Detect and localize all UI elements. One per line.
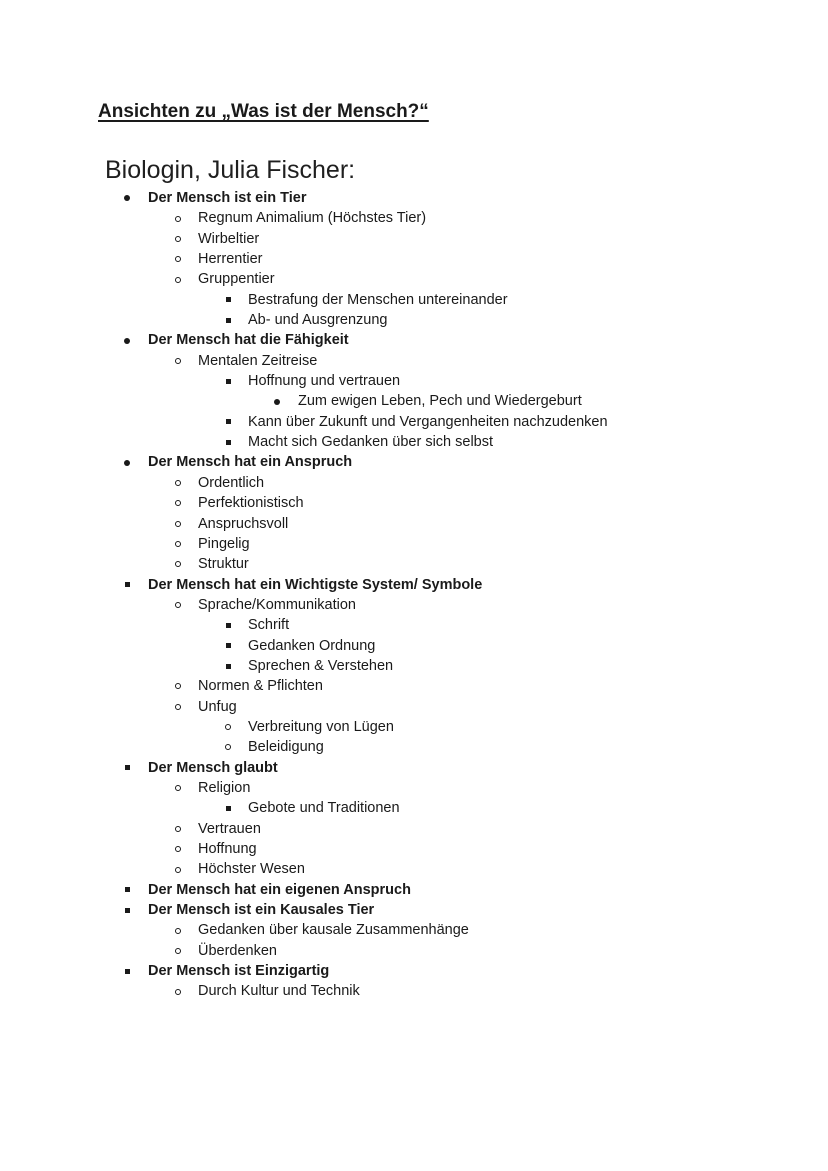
list-item-text: Höchster Wesen: [198, 861, 305, 878]
circle-bullet-icon: [171, 229, 185, 249]
list-item: [0, 758, 828, 778]
list-item-text: Verbreitung von Lügen: [248, 718, 394, 735]
list-item-text: Der Mensch hat ein Wichtigste System/ Symbole: [148, 576, 483, 593]
list-item: [0, 188, 828, 208]
list-item: [0, 391, 828, 411]
list-item: [0, 941, 828, 961]
list-item: [0, 229, 828, 249]
list-item: [0, 412, 828, 432]
list-item-text: Schrift: [248, 617, 290, 634]
list-item-text: Gebote und Traditionen: [248, 800, 400, 817]
square-bullet-icon: [120, 575, 134, 595]
list-item: [0, 636, 828, 656]
list-item-text: Der Mensch ist ein Kausales Tier: [148, 902, 375, 919]
list-item: [0, 798, 828, 818]
list-item-text: Der Mensch hat die Fähigkeit: [148, 332, 349, 349]
list-item-text: Überdenken: [198, 942, 277, 959]
square-bullet-icon: [221, 656, 235, 676]
square-bullet-icon: [120, 961, 134, 981]
list-item: [0, 920, 828, 940]
circle-bullet-icon: [171, 351, 185, 371]
list-item: [0, 432, 828, 452]
document-title: Ansichten zu „Was ist der Mensch?“: [98, 101, 429, 122]
disc-bullet-icon: [120, 330, 134, 350]
list-item: [0, 900, 828, 920]
circle-bullet-icon: [171, 249, 185, 269]
list-item: [0, 534, 828, 554]
list-item: [0, 514, 828, 534]
square-bullet-icon: [221, 798, 235, 818]
bullet-outline: [0, 188, 828, 1002]
list-item-text: Kann über Zukunft und Vergangenheiten nachzudenken: [248, 413, 608, 430]
circle-bullet-icon: [171, 697, 185, 717]
list-item: [0, 656, 828, 676]
square-bullet-icon: [120, 900, 134, 920]
list-item-text: Gedanken Ordnung: [248, 637, 376, 654]
list-item: [0, 880, 828, 900]
circle-bullet-icon: [221, 717, 235, 737]
circle-bullet-icon: [171, 473, 185, 493]
circle-bullet-icon: [171, 269, 185, 289]
list-item: [0, 493, 828, 513]
list-item: [0, 310, 828, 330]
list-item: [0, 249, 828, 269]
list-item-text: Perfektionistisch: [198, 495, 304, 512]
disc-bullet-icon: [120, 452, 134, 472]
circle-bullet-icon: [171, 941, 185, 961]
circle-bullet-icon: [171, 595, 185, 615]
circle-bullet-icon: [171, 778, 185, 798]
list-item-text: Der Mensch hat ein Anspruch: [148, 454, 353, 471]
list-item-text: Macht sich Gedanken über sich selbst: [248, 434, 494, 451]
list-item-text: Der Mensch hat ein eigenen Anspruch: [148, 881, 411, 898]
list-item-text: Durch Kultur und Technik: [198, 983, 360, 1000]
list-item: [0, 615, 828, 635]
list-item: [0, 961, 828, 981]
list-item: [0, 554, 828, 574]
list-item: [0, 290, 828, 310]
list-item: [0, 839, 828, 859]
list-item-text: Vertrauen: [198, 820, 261, 837]
list-item: [0, 371, 828, 391]
square-bullet-icon: [221, 615, 235, 635]
list-item-text: Der Mensch glaubt: [148, 759, 278, 776]
list-item-text: Der Mensch ist ein Tier: [148, 190, 307, 206]
circle-bullet-icon: [171, 514, 185, 534]
list-item-text: Gedanken über kausale Zusammenhänge: [198, 922, 469, 939]
square-bullet-icon: [221, 371, 235, 391]
square-bullet-icon: [120, 880, 134, 900]
list-item-text: Zum ewigen Leben, Pech und Wiedergeburt: [298, 393, 582, 410]
disc-bullet-icon: [270, 391, 284, 411]
circle-bullet-icon: [171, 493, 185, 513]
list-item: [0, 717, 828, 737]
list-item-text: Beleidigung: [248, 739, 324, 756]
list-item: [0, 859, 828, 879]
list-item: [0, 208, 828, 228]
list-item-text: Herrentier: [198, 251, 263, 268]
list-item-text: Sprache/Kommunikation: [198, 596, 356, 613]
list-item-text: Religion: [198, 779, 251, 796]
list-item-text: Regnum Animalium (Höchstes Tier): [198, 210, 427, 227]
list-item: [0, 452, 828, 472]
list-item: [0, 676, 828, 696]
list-item: [0, 697, 828, 717]
list-item-text: Sprechen & Verstehen: [248, 657, 394, 674]
circle-bullet-icon: [171, 859, 185, 879]
list-item-text: Pingelig: [198, 535, 250, 552]
list-item: [0, 575, 828, 595]
list-item-text: Normen & Pflichten: [198, 678, 323, 695]
circle-bullet-icon: [171, 554, 185, 574]
circle-bullet-icon: [171, 534, 185, 554]
list-item-text: Hoffnung und vertrauen: [248, 373, 401, 390]
circle-bullet-icon: [171, 819, 185, 839]
square-bullet-icon: [221, 412, 235, 432]
list-item-text: Ab- und Ausgrenzung: [248, 312, 388, 329]
square-bullet-icon: [120, 758, 134, 778]
list-item-text: Struktur: [198, 556, 249, 573]
list-item: [0, 351, 828, 371]
list-item-text: Wirbeltier: [198, 230, 260, 247]
list-item-text: Ordentlich: [198, 474, 265, 491]
list-item-text: Bestrafung der Menschen untereinander: [248, 291, 508, 308]
circle-bullet-icon: [171, 208, 185, 228]
list-item-text: Der Mensch ist Einzigartig: [148, 963, 330, 980]
list-item-text: Hoffnung: [198, 841, 257, 857]
list-item: [0, 595, 828, 615]
list-item-text: Unfug: [198, 698, 237, 715]
circle-bullet-icon: [221, 737, 235, 757]
list-item: [0, 819, 828, 839]
list-item-text: Mentalen Zeitreise: [198, 352, 318, 369]
list-item-text: Gruppentier: [198, 271, 275, 288]
square-bullet-icon: [221, 636, 235, 656]
list-item: [0, 330, 828, 350]
square-bullet-icon: [221, 432, 235, 452]
section-heading: Biologin, Julia Fischer:: [105, 156, 356, 184]
circle-bullet-icon: [171, 839, 185, 859]
circle-bullet-icon: [171, 920, 185, 940]
circle-bullet-icon: [171, 676, 185, 696]
disc-bullet-icon: [120, 188, 134, 208]
square-bullet-icon: [221, 310, 235, 330]
square-bullet-icon: [221, 290, 235, 310]
list-item: [0, 737, 828, 757]
list-item: [0, 778, 828, 798]
circle-bullet-icon: [171, 981, 185, 1001]
list-item: [0, 981, 828, 1001]
list-item: [0, 473, 828, 493]
list-item-text: Anspruchsvoll: [198, 515, 289, 532]
list-item: [0, 269, 828, 289]
